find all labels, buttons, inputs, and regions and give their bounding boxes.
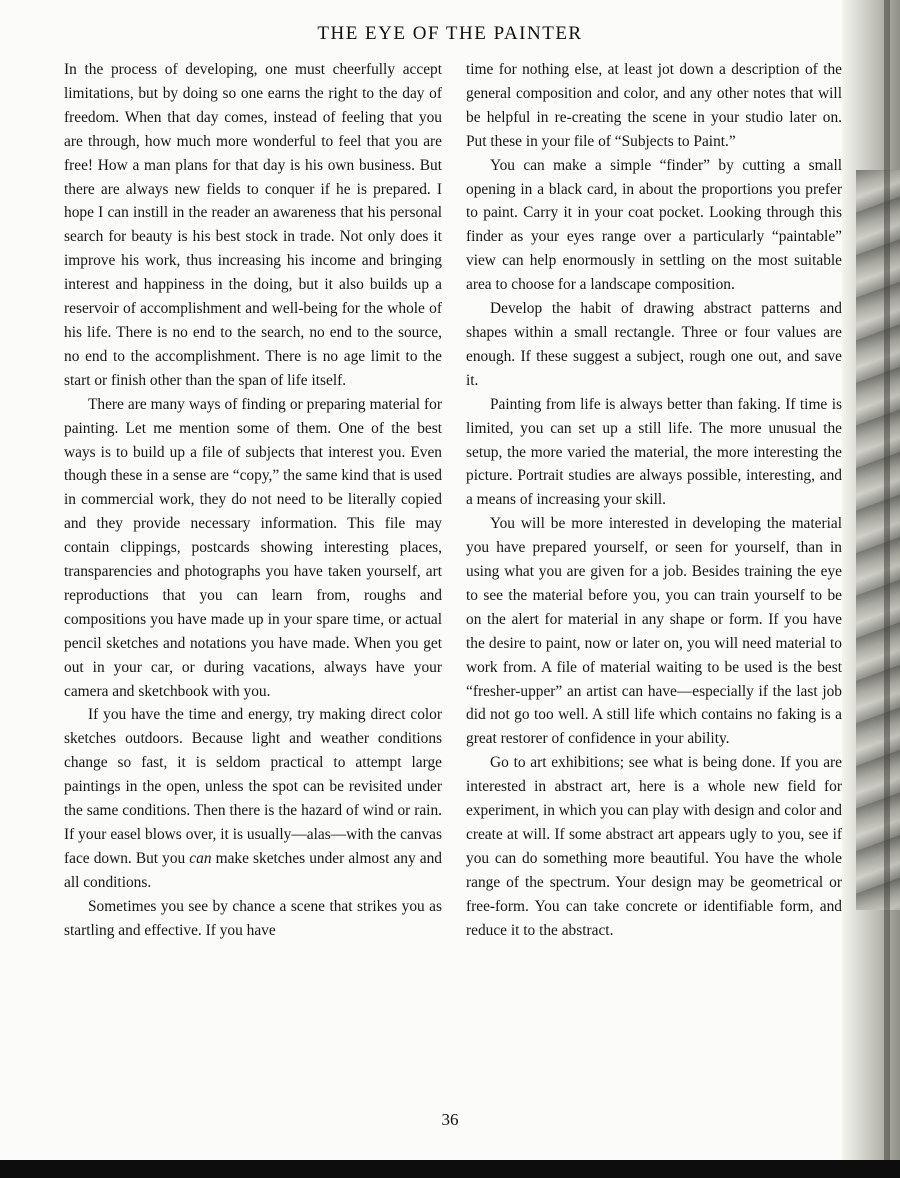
page-number: 36 — [441, 1110, 459, 1129]
paragraph-text: If you have the time and energy, try making direct color sketches outdoors. Because light and weather conditions change so fast, it is seldom practical to attempt large paintings in the open, unless the spot can be revisited under the same conditions. Then there is the hazard of wind or rain. If your easel blows over, it is usually—alas—with the canvas face down. But you — [64, 706, 442, 867]
paragraph: Sometimes you see by chance a scene that strikes you as startling and effective. If you have — [64, 897, 442, 939]
paragraph: Go to art exhibitions; see what is being done. If you are interested in abstract art, here is a whole new field for experiment, in which you can play with design and color and create at will. If some abstract art appears ugly to you, see if you can do something more beautiful. You have the whole range of the spectrum. Your design may be geometrical or free-form. You can take concrete or identifiable form, and reduce it to the abstract. — [466, 754, 842, 939]
paragraph: There are many ways of finding or preparing material for painting. Let me mention some of them. One of the best ways is to build up a file of subjects that interest you. Even though these in a sense are “copy,” the same kind that is used in commercial work, they do not need to be literally copied and they provide necessary information. This file may contain clippings, postcards showing interesting places, transparencies and photographs you have taken yourself, art reproductions that you can learn from, roughs and compositions you have made up in your spare time, or actual pencil sketches and notations you have made. When you get out in your car, or during vacations, always have your camera and sketchbook with you. — [64, 395, 442, 700]
paragraph: In the process of developing, one must cheerfully accept limitations, but by doing so one earns the right to the day of freedom. When that day comes, instead of feeling that you are through, how much more wonderful to feel that you are free! How a man plans for that day is his own business. But there are always new fields to conquer if he is prepared. I hope I can instill in the reader an awareness that his personal search for beauty is his best stock in trade. Not only does it improve his work, thus increasing his income and bringing interest and happiness in the doing, but it also builds up a reservoir of accomplishment and well-being for the whole of his life. There is no end to the search, no end to the source, no end to the accomplishment. There is no age limit to the start or finish other than the span of life itself. — [64, 61, 442, 389]
scan-bottom-border — [0, 1160, 900, 1178]
left-column — [64, 58, 442, 943]
paragraph: time for nothing else, at least jot down a description of the general composition and color, and any other notes that will be helpful in re-creating the scene in your studio later on. Put these in your file of “Subjects to Paint.” — [466, 61, 842, 150]
paragraph: Develop the habit of drawing abstract patterns and shapes within a small rectangle. Three or four values are enough. If these suggest a subject, rough one out, and save it. — [466, 300, 842, 389]
running-head: THE EYE OF THE PAINTER — [317, 23, 583, 44]
paragraph: Painting from life is always better than faking. If time is limited, you can set up a still life. The more unusual the setup, the more varied the material, the more interesting the picture. Portrait studies are always possible, interesting, and a means of increasing your skill. — [466, 395, 842, 509]
book-gutter — [884, 0, 890, 1160]
emphasis-text: can — [189, 849, 212, 867]
right-column — [466, 58, 842, 943]
paragraph-text: make sketches under almost any and all conditions. — [64, 849, 442, 891]
facing-page-photo-fragment — [856, 170, 900, 910]
facing-page-edge — [842, 0, 900, 1160]
paragraph: You can make a simple “finder” by cutting a small opening in a black card, in about the proportions you prefer to paint. Carry it in your coat pocket. Looking through this finder as your eyes range over a particularly “paintable” view can help enormously in settling on the most suitable area to choose for a landscape composition. — [466, 156, 842, 294]
paragraph: You will be more interested in developing the material you have prepared yourself, or seen for yourself, than in using what you are given for a job. Besides training the eye to see the material before you, you can train yourself to be on the alert for material in any shape or form. If you have the desire to paint, now or later on, you will need material to work from. A file of material waiting to be used is the best “fresher-upper” an artist can have—especially if the last job did not go too well. A still life which contains no faking is a great restorer of confidence in your ability. — [466, 515, 842, 748]
paragraph — [64, 703, 442, 894]
